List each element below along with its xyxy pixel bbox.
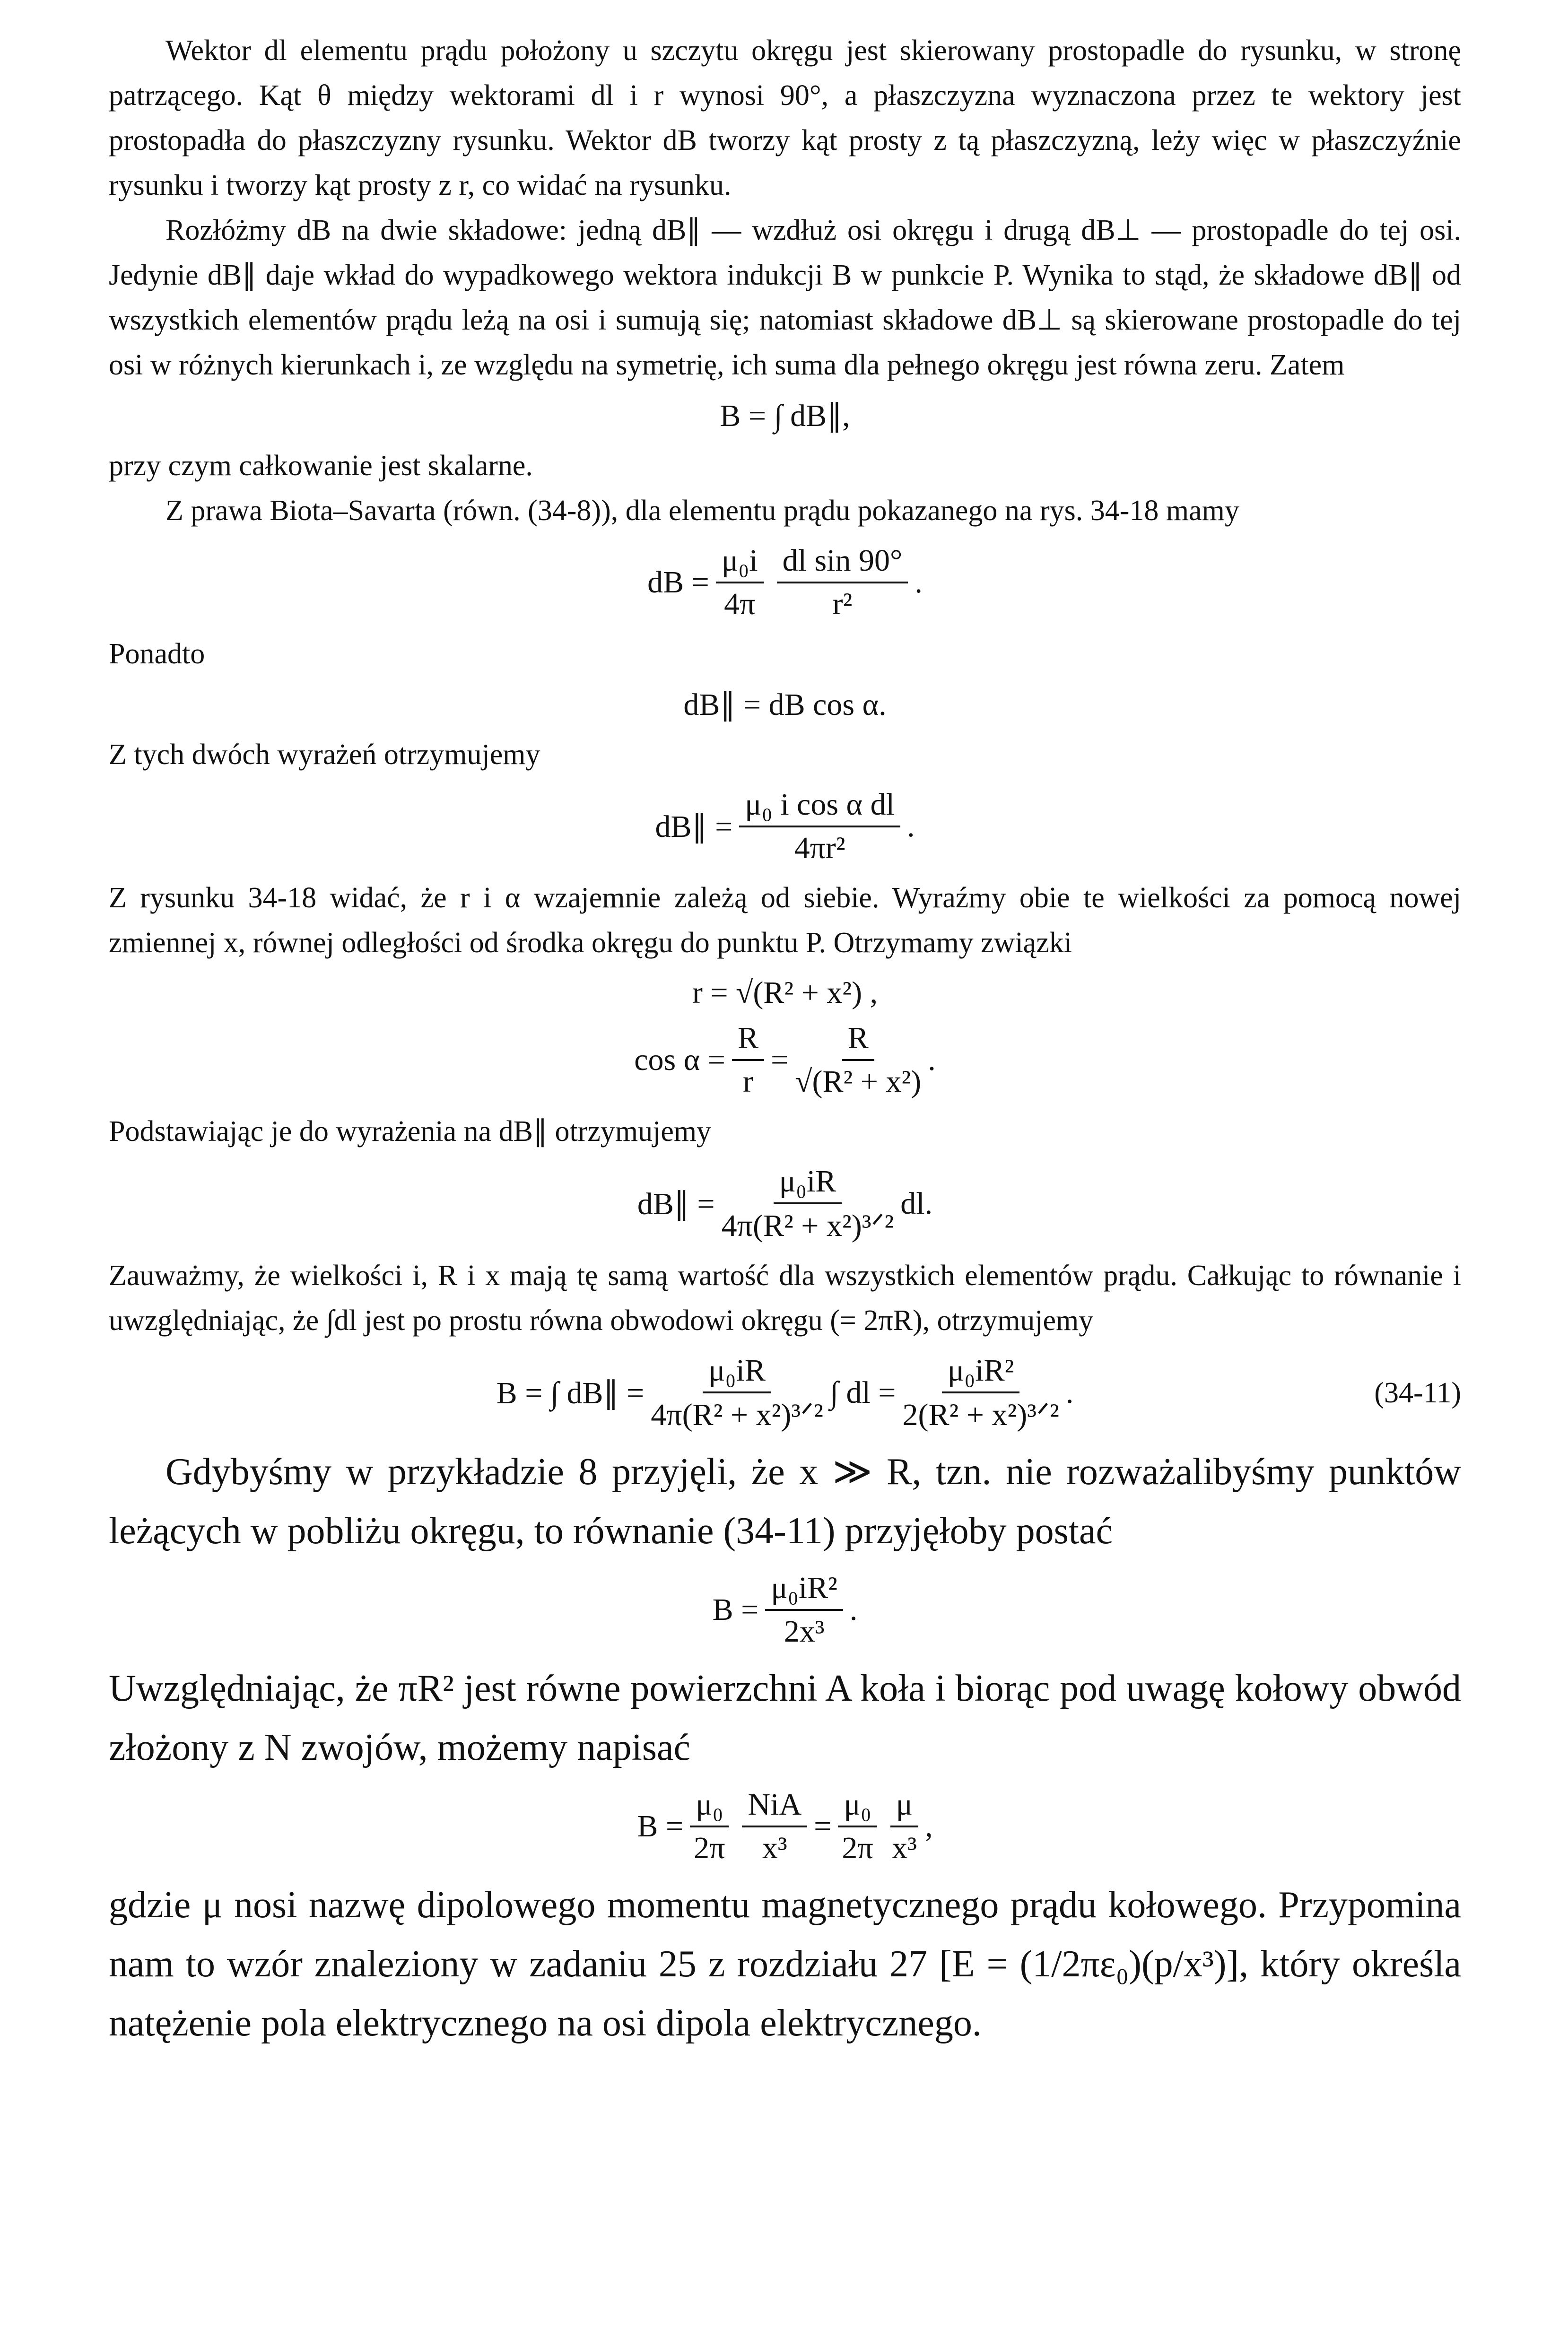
paragraph: Rozłóżmy dB na dwie składowe: jedną dB∥ — wzdłuż osi okręgu i drugą dB⊥ — prostopadle do tej osi. Jedynie dB∥ daje wkład do wypadkowego wektora indukcji B w punkcie P. Wynika to stąd, że składowe dB∥ od wszystkich elementów prądu leżą na osi i sumują się; natomiast składowe dB⊥ są skierowane prostopadle do tej osi w różnych kierunkach i, ze względu na symetrię, ich suma dla pełnego okręgu jest równa zeru. Zatem xyxy=(109,214,1461,381)
eq-text: , xyxy=(925,1809,933,1843)
denominator: 4π(R² + x²)³ᐟ² xyxy=(721,1209,894,1243)
eq-text: B = ∫ dB∥ = xyxy=(496,1376,645,1410)
paragraph: gdzie μ nosi nazwę dipolowego momentu magnetycznego prądu kołowego. Przypomina nam to wzór znaleziony w zadaniu 25 z rozdziału 27 [E = (1/2πε₀)(p/x³)], który określa natężenie pola elektrycznego na osi dipola elektrycznego. xyxy=(109,1884,1461,2044)
denominator: x³ xyxy=(892,1831,917,1865)
equation: r = √(R² + x²) , xyxy=(692,975,878,1010)
numerator: R xyxy=(732,1020,764,1061)
numerator: μ₀ i cos α dl xyxy=(739,787,900,827)
paragraph: Z prawa Biota–Savarta (równ. (34-8)), dla elementu prądu pokazanego na rys. 34-18 mamy xyxy=(166,495,1239,527)
eq-text: dB∥ = xyxy=(637,1187,715,1221)
paragraph: Uwzględniając, że πR² jest równe powierzchni A koła i biorąc pod uwagę kołowy obwód złożony z N zwojów, możemy napisać xyxy=(109,1668,1461,1768)
fraction xyxy=(903,1353,1059,1433)
equation-number: (34-11) xyxy=(1374,1376,1461,1409)
equation xyxy=(109,1787,1461,1866)
numerator: μ₀i xyxy=(716,543,764,583)
eq-text: cos α = xyxy=(634,1043,725,1077)
eq-text: dB = xyxy=(647,565,709,600)
equation xyxy=(109,1570,1461,1650)
eq-text: dB∥ = xyxy=(655,809,733,844)
fraction xyxy=(890,1787,918,1866)
paragraph: Podstawiając je do wyrażenia na dB∥ otrzymujemy xyxy=(109,1115,712,1148)
paragraph: Gdybyśmy w przykładzie 8 przyjęli, że x ≫ R, tzn. nie rozważalibyśmy punktów leżących w pobliżu okręgu, to równanie (34-11) przyjęłoby postać xyxy=(109,1451,1461,1552)
equation: dB∥ = dB cos α. xyxy=(683,687,887,722)
fraction xyxy=(651,1353,823,1433)
denominator: r xyxy=(743,1064,753,1099)
fraction xyxy=(739,787,900,866)
numerator: μ₀ xyxy=(838,1787,877,1827)
fraction xyxy=(838,1787,877,1866)
eq-text: B = xyxy=(712,1592,759,1627)
denominator: x³ xyxy=(762,1831,787,1865)
equation: B = ∫ dB∥, xyxy=(720,399,850,433)
paragraph: Z rysunku 34-18 widać, że r i α wzajemnie zależą od siebie. Wyraźmy obie te wielkości za pomocą nowej zmiennej x, równej odległości od środka okręgu do punktu P. Otrzymamy związki xyxy=(109,882,1461,959)
equation xyxy=(109,787,1461,866)
fraction xyxy=(777,543,908,622)
eq-text: B = xyxy=(637,1809,684,1843)
denominator: 2π xyxy=(842,1831,873,1865)
paragraph: Z tych dwóch wyrażeń otrzymujemy xyxy=(109,739,540,771)
eq-text: . xyxy=(906,809,915,843)
denominator: 4πr² xyxy=(794,831,845,865)
eq-text: . xyxy=(928,1043,936,1077)
denominator: 4π xyxy=(724,587,756,621)
denominator: 2(R² + x²)³ᐟ² xyxy=(902,1398,1059,1432)
numerator: μ₀iR² xyxy=(765,1570,843,1611)
equation xyxy=(109,1353,1461,1433)
equation xyxy=(109,1164,1461,1244)
eq-text: . xyxy=(849,1592,858,1627)
fraction xyxy=(765,1570,843,1650)
numerator: μ₀iR xyxy=(703,1353,771,1393)
numerator: μ xyxy=(890,1787,918,1827)
paragraph: Wektor dl elementu prądu położony u szczytu okręgu jest skierowany prostopadle do rysunku, w stronę patrzącego. Kąt θ między wektorami dl i r wynosi 90°, a płaszczyzna wyznaczona przez te wektory jest prostopadła do płaszczyzny rysunku. Wektor dB tworzy kąt prosty z tą płaszczyzną, leży więc w płaszczyźnie rysunku i tworzy kąt prosty z r, co widać na rysunku. xyxy=(109,35,1461,201)
eq-text: ∫ dl = xyxy=(829,1375,896,1410)
numerator: dl sin 90° xyxy=(777,543,908,583)
denominator: r² xyxy=(832,587,853,621)
fraction xyxy=(795,1020,921,1100)
numerator: μ₀iR² xyxy=(942,1353,1020,1393)
eq-text: = xyxy=(771,1043,789,1077)
fraction xyxy=(690,1787,729,1866)
equation xyxy=(109,543,1461,622)
equation xyxy=(109,1020,1461,1100)
fraction xyxy=(732,1020,764,1100)
fraction xyxy=(722,1164,894,1244)
eq-text: = xyxy=(814,1809,832,1843)
paragraph: Ponadto xyxy=(109,638,205,670)
denominator: 2x³ xyxy=(784,1614,825,1649)
numerator: μ₀iR xyxy=(774,1164,842,1204)
eq-text: . xyxy=(1065,1375,1074,1410)
paragraph: przy czym całkowanie jest skalarne. xyxy=(109,450,533,482)
denominator: 4π(R² + x²)³ᐟ² xyxy=(651,1398,823,1432)
numerator: μ₀ xyxy=(690,1787,729,1827)
numerator: R xyxy=(842,1020,874,1061)
page xyxy=(109,28,1461,2053)
denominator: 2π xyxy=(694,1831,725,1865)
fraction xyxy=(742,1787,807,1866)
fraction xyxy=(716,543,764,622)
denominator: √(R² + x²) xyxy=(795,1064,922,1099)
eq-text: dl. xyxy=(900,1186,933,1221)
eq-text: . xyxy=(915,565,923,600)
paragraph: Zauważmy, że wielkości i, R i x mają tę samą wartość dla wszystkich elementów prądu. Całkując to równanie i uwzględniając, że ∫dl jest po prostu równa obwodowi okręgu (= 2πR), otrzymujemy xyxy=(109,1260,1461,1337)
numerator: NiA xyxy=(742,1787,807,1827)
